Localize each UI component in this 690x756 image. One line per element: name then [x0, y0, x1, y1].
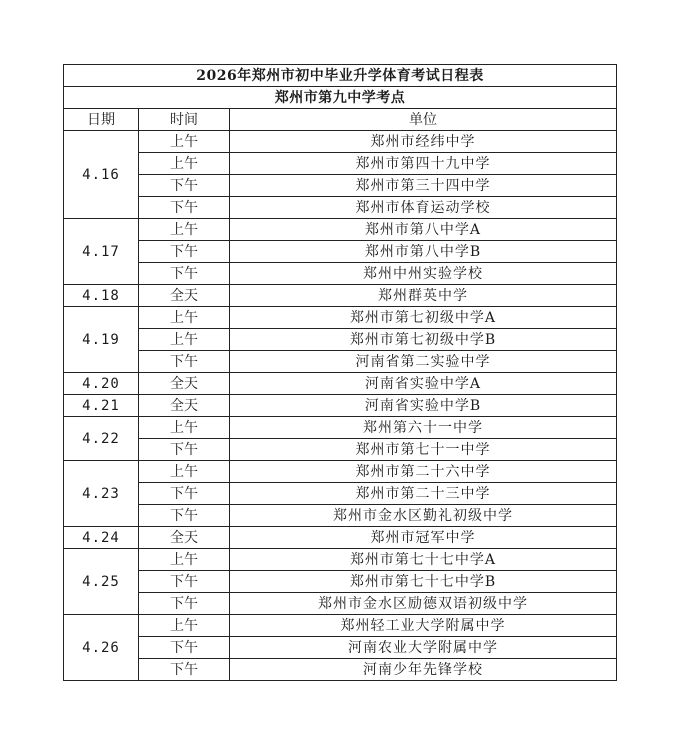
unit-cell: 河南省实验中学A: [230, 373, 617, 395]
table-row: [64, 395, 617, 417]
table-row: [64, 197, 617, 219]
table-row: [64, 439, 617, 461]
venue-subtitle: 郑州市第九中学考点: [64, 87, 617, 109]
unit-cell: 郑州市金水区励德双语初级中学: [230, 593, 617, 615]
table-row: [64, 351, 617, 373]
unit-cell: 郑州群英中学: [230, 285, 617, 307]
time-cell: 下午: [139, 659, 230, 681]
unit-cell: 郑州市第七初级中学A: [230, 307, 617, 329]
unit-cell: 郑州市第四十九中学: [230, 153, 617, 175]
unit-cell: 郑州中州实验学校: [230, 263, 617, 285]
time-cell: 上午: [139, 219, 230, 241]
page-title: 2026年郑州市初中毕业升学体育考试日程表: [64, 65, 617, 87]
time-cell: 下午: [139, 175, 230, 197]
time-cell: 下午: [139, 241, 230, 263]
time-cell: 全天: [139, 527, 230, 549]
date-cell: 4.18: [64, 285, 139, 307]
date-cell: 4.26: [64, 615, 139, 681]
table-row: [64, 549, 617, 571]
table-row: [64, 527, 617, 549]
table-row: [64, 417, 617, 439]
table-row: [64, 571, 617, 593]
unit-cell: 郑州市第二十三中学: [230, 483, 617, 505]
time-cell: 全天: [139, 285, 230, 307]
table-row: [64, 241, 617, 263]
table-row: [64, 505, 617, 527]
time-cell: 上午: [139, 461, 230, 483]
date-cell: 4.22: [64, 417, 139, 461]
unit-cell: 郑州市第七十一中学: [230, 439, 617, 461]
column-header-date: 日期: [64, 109, 139, 131]
time-cell: 下午: [139, 439, 230, 461]
table-row: [64, 659, 617, 681]
unit-cell: 郑州市第七初级中学B: [230, 329, 617, 351]
table-row: [64, 307, 617, 329]
table-row: [64, 131, 617, 153]
date-cell: 4.25: [64, 549, 139, 615]
unit-cell: 郑州市第二十六中学: [230, 461, 617, 483]
unit-cell: 郑州市第七十七中学B: [230, 571, 617, 593]
time-cell: 上午: [139, 329, 230, 351]
unit-cell: 河南农业大学附属中学: [230, 637, 617, 659]
unit-cell: 郑州市第八中学B: [230, 241, 617, 263]
table-row: [64, 373, 617, 395]
table-row: [64, 483, 617, 505]
date-cell: 4.23: [64, 461, 139, 527]
time-cell: 全天: [139, 395, 230, 417]
time-cell: 上午: [139, 549, 230, 571]
unit-cell: 郑州市体育运动学校: [230, 197, 617, 219]
unit-cell: 郑州市第三十四中学: [230, 175, 617, 197]
date-cell: 4.16: [64, 131, 139, 219]
time-cell: 上午: [139, 417, 230, 439]
time-cell: 下午: [139, 483, 230, 505]
table-row: [64, 329, 617, 351]
unit-cell: 郑州第六十一中学: [230, 417, 617, 439]
unit-cell: 郑州市第七十七中学A: [230, 549, 617, 571]
unit-cell: 郑州市经纬中学: [230, 131, 617, 153]
date-cell: 4.17: [64, 219, 139, 285]
table-row: [64, 153, 617, 175]
time-cell: 下午: [139, 351, 230, 373]
unit-cell: 河南少年先锋学校: [230, 659, 617, 681]
unit-cell: 郑州市金水区勤礼初级中学: [230, 505, 617, 527]
date-cell: 4.24: [64, 527, 139, 549]
unit-cell: 郑州市第八中学A: [230, 219, 617, 241]
date-cell: 4.20: [64, 373, 139, 395]
table-row: [64, 263, 617, 285]
time-cell: 下午: [139, 593, 230, 615]
time-cell: 下午: [139, 263, 230, 285]
time-cell: 下午: [139, 505, 230, 527]
column-header-unit: 单位: [230, 109, 617, 131]
time-cell: 下午: [139, 197, 230, 219]
time-cell: 上午: [139, 615, 230, 637]
table-row: [64, 285, 617, 307]
time-cell: 下午: [139, 571, 230, 593]
table-row: [64, 615, 617, 637]
time-cell: 全天: [139, 373, 230, 395]
unit-cell: 河南省实验中学B: [230, 395, 617, 417]
time-cell: 上午: [139, 131, 230, 153]
table-row: [64, 175, 617, 197]
unit-cell: 郑州轻工业大学附属中学: [230, 615, 617, 637]
table-row: [64, 637, 617, 659]
subtitle-row: [64, 87, 617, 109]
date-cell: 4.21: [64, 395, 139, 417]
schedule-body: [64, 65, 617, 681]
time-cell: 下午: [139, 637, 230, 659]
table-row: [64, 593, 617, 615]
table-row: [64, 461, 617, 483]
date-cell: 4.19: [64, 307, 139, 373]
time-cell: 上午: [139, 307, 230, 329]
title-row: [64, 65, 617, 87]
column-header-time: 时间: [139, 109, 230, 131]
time-cell: 上午: [139, 153, 230, 175]
schedule-table: [63, 64, 617, 681]
unit-cell: 河南省第二实验中学: [230, 351, 617, 373]
table-row: [64, 219, 617, 241]
unit-cell: 郑州市冠军中学: [230, 527, 617, 549]
header-row: [64, 109, 617, 131]
